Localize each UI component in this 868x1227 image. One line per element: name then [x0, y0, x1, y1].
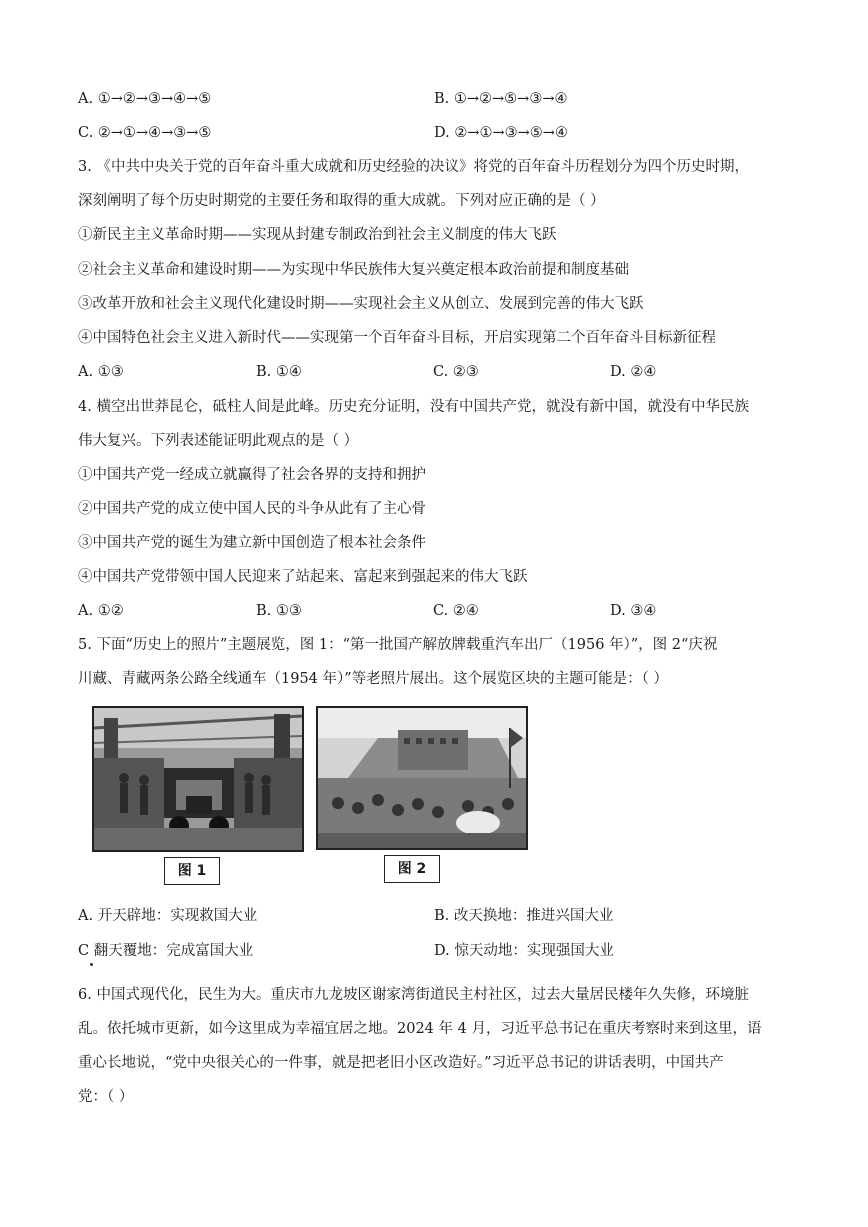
q5-option-c[interactable]: C 翻天覆地：完成富国大业 [78, 943, 254, 959]
q3-item-4: ④中国特色社会主义进入新时代——实现第一个百年奋斗目标，开启实现第二个百年奋斗目标新征程 [78, 330, 716, 346]
q6-line-3: 重心长地说，“党中央很关心的一件事，就是把老旧小区改造好。”习近平总书记的讲话表明，中国共产 [78, 1055, 724, 1071]
truck-factory-photo [94, 708, 302, 850]
scan-speck [90, 963, 93, 966]
q4-option-a[interactable]: A. ①② [78, 603, 124, 619]
q3-item-3: ③改革开放和社会主义现代化建设时期——实现社会主义从创立、发展到完善的伟大飞跃 [78, 296, 644, 312]
q4-option-b[interactable]: B. ①③ [256, 603, 302, 619]
q5-option-d[interactable]: D. 惊天动地：实现强国大业 [434, 943, 614, 959]
q3-option-d[interactable]: D. ②④ [610, 364, 657, 380]
q3-item-1: ①新民主主义革命时期——实现从封建专制政治到社会主义制度的伟大飞跃 [78, 227, 557, 243]
q3-option-b[interactable]: B. ①④ [256, 364, 302, 380]
q4-stem-line-2: 伟大复兴。下列表述能证明此观点的是（ ） [78, 433, 359, 449]
q3-stem-line-1: 3. 《中共中央关于党的百年奋斗重大成就和历史经验的决议》将党的百年奋斗历程划分为四个历史时期， [78, 159, 749, 175]
q4-stem-line-1: 4. 横空出世莽昆仑，砥柱人间是此峰。历史充分证明，没有中国共产党，就没有新中国，就没有中华民族 [78, 399, 749, 415]
q3-stem-line-2: 深刻阐明了每个历史时期党的主要任务和取得的重大成就。下列对应正确的是（ ） [78, 193, 605, 209]
photo-figure-1 [92, 706, 304, 852]
figure-1-caption: 图 1 [164, 857, 220, 885]
potala-celebration-photo [318, 708, 526, 848]
figure-2-caption: 图 2 [384, 855, 440, 883]
q6-line-1: 6. 中国式现代化，民生为大。重庆市九龙坡区谢家湾街道民主村社区，过去大量居民楼年久失修，环境脏 [78, 987, 749, 1003]
q2-option-a[interactable]: A. ①→②→③→④→⑤ [78, 91, 212, 107]
q3-option-a[interactable]: A. ①③ [78, 364, 124, 380]
q4-option-d[interactable]: D. ③④ [610, 603, 657, 619]
q5-option-a[interactable]: A. 开天辟地：实现救国大业 [78, 908, 258, 924]
q2-option-b[interactable]: B. ①→②→⑤→③→④ [434, 91, 568, 107]
q4-item-4: ④中国共产党带领中国人民迎来了站起来、富起来到强起来的伟大飞跃 [78, 569, 528, 585]
q2-option-d[interactable]: D. ②→①→③→⑤→④ [434, 125, 568, 141]
q6-line-4: 党：（ ） [78, 1089, 134, 1105]
q4-item-3: ③中国共产党的诞生为建立新中国创造了根本社会条件 [78, 535, 426, 551]
q3-item-2: ②社会主义革命和建设时期——为实现中华民族伟大复兴奠定根本政治前提和制度基础 [78, 262, 629, 278]
q2-option-c[interactable]: C. ②→①→④→③→⑤ [78, 125, 212, 141]
q3-option-c[interactable]: C. ②③ [433, 364, 479, 380]
q4-option-c[interactable]: C. ②④ [433, 603, 479, 619]
q5-stem-line-1: 5. 下面“历史上的照片”主题展览，图 1：“第一批国产解放牌载重汽车出厂（1956 年）”，图 2“庆祝 [78, 637, 718, 653]
q5-stem-line-2: 川藏、青藏两条公路全线通车（1954 年）”等老照片展出。这个展览区块的主题可能是：（ ） [78, 671, 669, 687]
q4-item-2: ②中国共产党的成立使中国人民的斗争从此有了主心骨 [78, 501, 426, 517]
q5-option-b[interactable]: B. 改天换地：推进兴国大业 [434, 908, 614, 924]
q4-item-1: ①中国共产党一经成立就赢得了社会各界的支持和拥护 [78, 467, 426, 483]
photo-figure-2 [316, 706, 528, 850]
q6-line-2: 乱。依托城市更新，如今这里成为幸福宜居之地。2024 年 4 月，习近平总书记在重庆考察时来到这里，语 [78, 1021, 762, 1037]
